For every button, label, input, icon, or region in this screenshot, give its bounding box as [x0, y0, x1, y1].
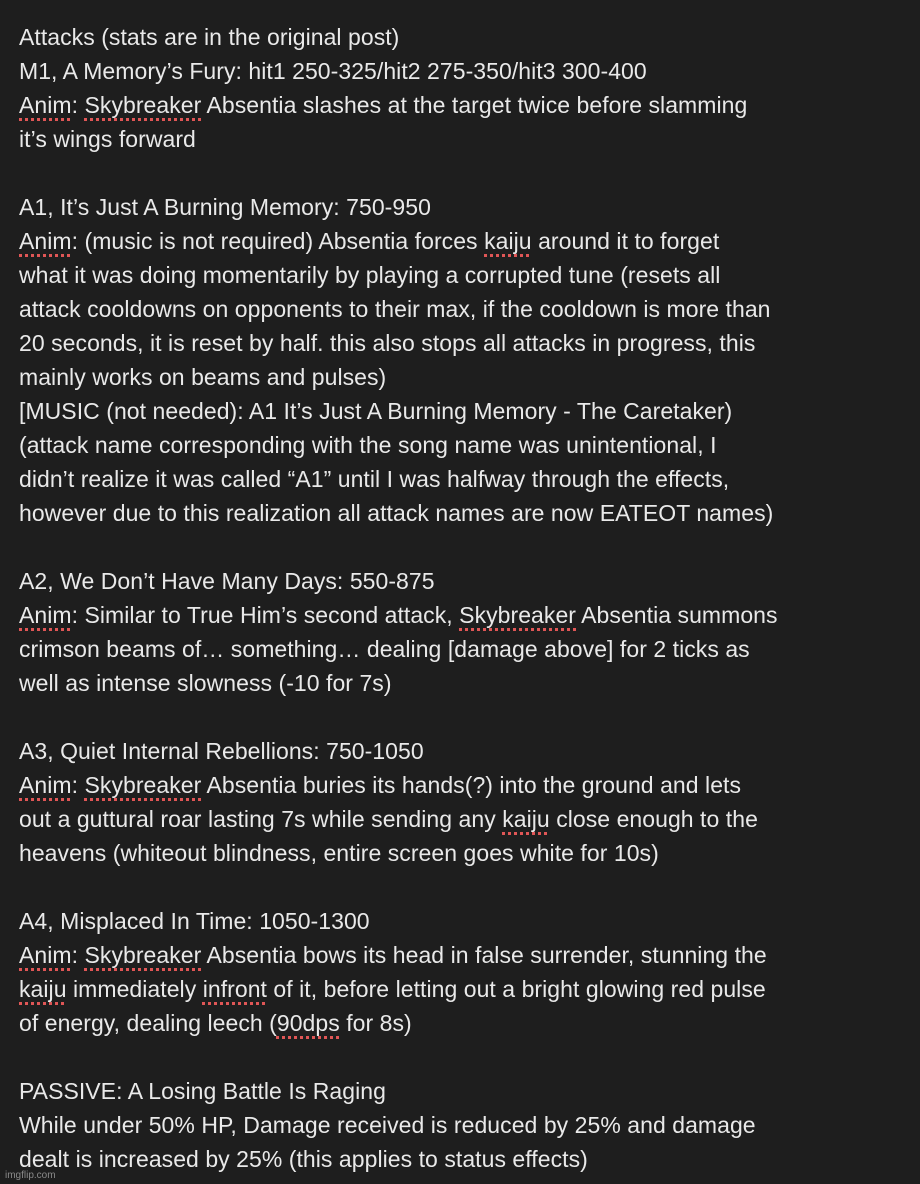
text-segment: PASSIVE: A Losing Battle Is Raging	[19, 1078, 386, 1104]
misspelled-word: infront	[202, 976, 267, 1002]
text-segment: [MUSIC (not needed): A1 It’s Just A Burning Memory - The Caretaker)	[19, 398, 733, 424]
text-line[interactable]	[19, 836, 920, 870]
blank-line[interactable]	[19, 700, 920, 734]
text-line[interactable]	[19, 1074, 920, 1108]
text-segment: attack cooldowns on opponents to their max, if the cooldown is more than	[19, 296, 771, 322]
text-segment: of energy, dealing leech (	[19, 1010, 277, 1036]
misspelled-word: Anim	[19, 942, 72, 968]
misspelled-word: Anim	[19, 772, 72, 798]
text-line[interactable]	[19, 190, 920, 224]
text-line[interactable]	[19, 666, 920, 700]
text-line[interactable]	[19, 938, 920, 972]
misspelled-word: 90dps	[276, 1010, 340, 1036]
text-line[interactable]	[19, 768, 920, 802]
text-line[interactable]	[19, 54, 920, 88]
misspelled-word: Skybreaker	[459, 602, 576, 628]
text-line[interactable]	[19, 462, 920, 496]
text-segment: : Similar to True Him’s second attack,	[71, 602, 460, 628]
text-segment: 20 seconds, it is reset by half. this also stops all attacks in progress, this	[19, 330, 756, 356]
text-line[interactable]	[19, 904, 920, 938]
text-line[interactable]	[19, 1006, 920, 1040]
text-segment: :	[71, 942, 85, 968]
misspelled-word: Skybreaker	[84, 942, 202, 968]
text-segment: close enough to the	[549, 806, 758, 832]
text-line[interactable]	[19, 496, 920, 530]
text-line[interactable]	[19, 428, 920, 462]
text-segment: mainly works on beams and pulses)	[19, 364, 387, 390]
misspelled-word: kaiju	[484, 228, 532, 254]
text-line[interactable]	[19, 734, 920, 768]
text-line[interactable]	[19, 326, 920, 360]
text-segment: Absentia summons	[576, 602, 778, 628]
misspelled-word: Anim	[19, 602, 72, 628]
text-segment: out a guttural roar lasting 7s while sending any	[19, 806, 503, 832]
text-line[interactable]	[19, 88, 920, 122]
misspelled-word: kaiju	[502, 806, 550, 832]
text-segment: While under 50% HP, Damage received is reduced by 25% and damage	[19, 1112, 756, 1138]
text-segment: Absentia slashes at the target twice before slamming	[201, 92, 748, 118]
text-line[interactable]	[19, 20, 920, 54]
text-segment: around it to forget	[531, 228, 720, 254]
text-segment: immediately	[66, 976, 203, 1002]
text-line[interactable]	[19, 598, 920, 632]
text-line[interactable]	[19, 360, 920, 394]
blank-line[interactable]	[19, 156, 920, 190]
text-segment: A3, Quiet Internal Rebellions: 750-1050	[19, 738, 424, 764]
text-line[interactable]	[19, 972, 920, 1006]
misspelled-word: Skybreaker	[84, 772, 202, 798]
text-segment: :	[71, 772, 85, 798]
text-line[interactable]	[19, 802, 920, 836]
text-segment: A1, It’s Just A Burning Memory: 750-950	[19, 194, 431, 220]
blank-line[interactable]	[19, 530, 920, 564]
text-segment: well as intense slowness (-10 for 7s)	[19, 670, 392, 696]
misspelled-word: kaiju	[19, 976, 67, 1002]
text-line[interactable]	[19, 122, 920, 156]
text-segment: dealt is increased by 25% (this applies to status effects)	[19, 1146, 588, 1172]
misspelled-word: Skybreaker	[84, 92, 202, 118]
blank-line[interactable]	[19, 870, 920, 904]
text-segment: Attacks (stats are in the original post)	[19, 24, 400, 50]
text-line[interactable]	[19, 258, 920, 292]
text-segment: for 8s)	[339, 1010, 412, 1036]
text-line[interactable]	[19, 564, 920, 598]
text-segment: M1, A Memory’s Fury: hit1 250-325/hit2 275-350/hit3 300-400	[19, 58, 647, 84]
misspelled-word: Anim	[19, 92, 72, 118]
text-line[interactable]	[19, 632, 920, 666]
text-segment: crimson beams of… something… dealing [damage above] for 2 ticks as	[19, 636, 750, 662]
text-segment: Absentia bows its head in false surrender, stunning the	[201, 942, 767, 968]
text-segment: A4, Misplaced In Time: 1050-1300	[19, 908, 370, 934]
text-line[interactable]	[19, 292, 920, 326]
text-segment: didn’t realize it was called “A1” until I was halfway through the effects,	[19, 466, 730, 492]
text-segment: however due to this realization all attack names are now EATEOT names)	[19, 500, 774, 526]
text-segment: of it, before letting out a bright glowing red pulse	[266, 976, 766, 1002]
text-segment: :	[71, 92, 85, 118]
text-segment: Absentia buries its hands(?) into the ground and lets	[201, 772, 742, 798]
blank-line[interactable]	[19, 1040, 920, 1074]
text-line[interactable]	[19, 394, 920, 428]
text-line[interactable]	[19, 1142, 920, 1176]
text-segment: it’s wings forward	[19, 126, 196, 152]
text-line[interactable]	[19, 1108, 920, 1142]
text-segment: what it was doing momentarily by playing a corrupted tune (resets all	[19, 262, 721, 288]
misspelled-word: Anim	[19, 228, 72, 254]
text-segment: A2, We Don’t Have Many Days: 550-875	[19, 568, 435, 594]
imgflip-watermark: imgflip.com	[5, 1170, 56, 1181]
text-segment: heavens (whiteout blindness, entire screen goes white for 10s)	[19, 840, 659, 866]
text-segment: (attack name corresponding with the song name was unintentional, I	[19, 432, 717, 458]
text-line[interactable]	[19, 224, 920, 258]
text-segment: : (music is not required) Absentia forces	[71, 228, 485, 254]
